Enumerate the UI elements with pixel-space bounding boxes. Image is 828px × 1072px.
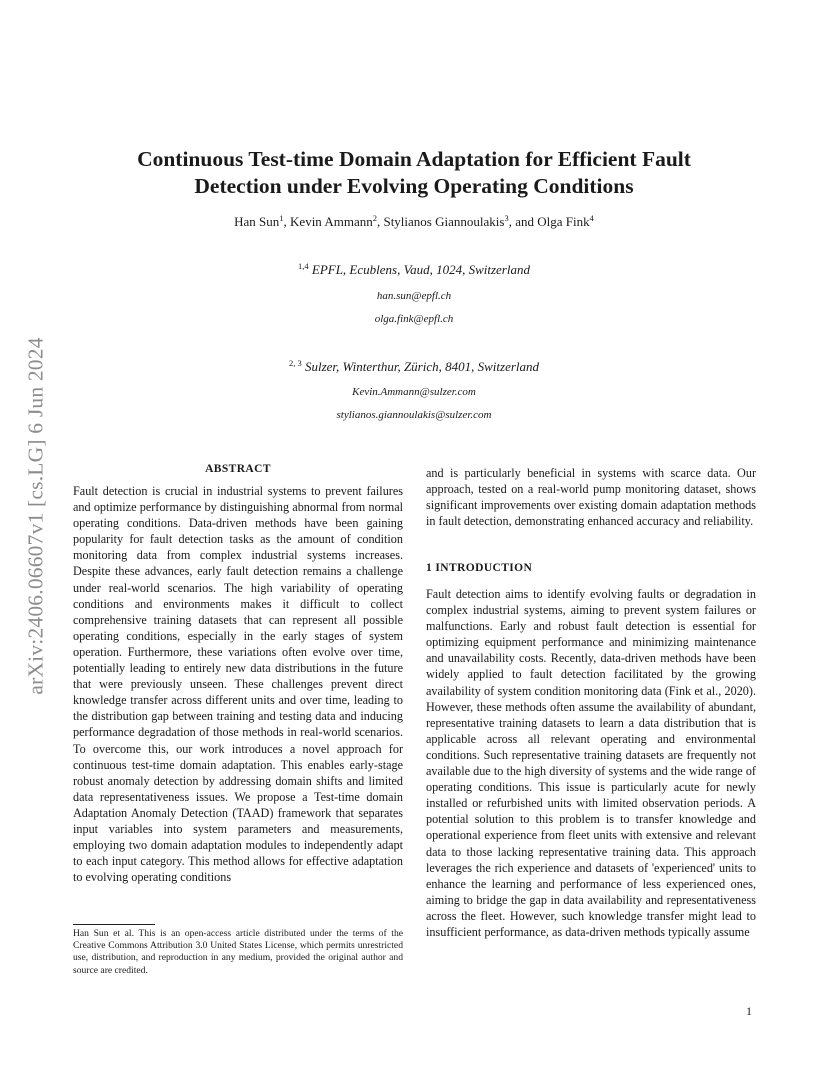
author-separator: , and [508,214,538,229]
author-name: Olga Fink [537,214,590,229]
abstract-text-continued: and is particularly beneficial in systems with scarce data. Our approach, tested on a real-world pump monitoring dataset, shows significant improvements over existing domain adaptation methods in fault detection, demonstrating enhanced accuracy and reliability. [426,466,756,529]
email-stylianos-giannoulakis: stylianos.giannoulakis@sulzer.com [336,409,492,421]
affiliation-mark: 2, 3 [288,358,302,368]
email-kevin-ammann: Kevin.Ammann@sulzer.com [352,386,476,398]
author-affiliation-mark: 4 [589,213,594,223]
paper-title-line-1: Continuous Test-time Domain Adaptation for Efficient Fault [137,147,691,171]
email-olga-fink: olga.fink@epfl.ch [374,313,454,325]
right-column [426,465,756,529]
author-affiliation-mark: 2 [372,213,377,223]
introduction-heading: 1 INTRODUCTION [426,562,533,574]
abstract-text: Fault detection is crucial in industrial systems to prevent failures and optimize performance by distinguishing abnormal from normal operating conditions. Data-driven methods have been gaining popularity for fault detection tasks as the amount of condition monitoring data from complex industrial systems increases. Despite these advances, early fault detection remains a challenge under real-world scenarios. The high variability of operating conditions and environments makes it difficult to collect comprehensive training datasets that can represent all possible operating conditions, especially in the early stages of system operation. Furthermore, these variations often evolve over time, potentially leading to entirely new data distributions in the future that were previously unseen. These challenges prevent direct knowledge transfer across different units and over time, leading to the distribution gap between training and testing data and inducing performance degradation of those methods in real-world scenarios. To overcome this, our work introduces a novel approach for continuous test-time domain adaptation. This enables early-stage robust anomaly detection by addressing domain shifts and limited data representativeness issues. We propose a Test-time domain Adaptation Anomaly Detection (TAAD) framework that separates input variables into system parameters and measurements, employing two domain adaptation modules to independently adapt to each input category. This method allows for effective adaptation to evolving operating conditions [73,484,403,885]
author-list [80,214,748,230]
author-name: Stylianos Giannoulakis [383,214,505,229]
affiliation-text: EPFL, Ecublens, Vaud, 1024, Switzerland [311,262,530,277]
affiliation-mark: 1,4 [298,261,309,271]
page-number: 1 [746,1004,752,1018]
introduction-text: Fault detection aims to identify evolving faults or degradation in complex industrial systems, aiming to prevent system failures or malfunctions. Early and robust fault detection is essential for optimizing equipment performance and minimizing maintenance and unavailability costs. Recently, data-driven methods have been widely applied to fault detection facilitated by the growing availability of system condition monitoring data (Fink et al., 2020). However, these methods often assume the availability of abundant, representative training datasets to learn a data distribution that is applicable across all relevant operating and environmental conditions. Such representative training datasets are frequently not available due to the high diversity of systems and the wide range of operating conditions. This issue is particularly acute for newly installed or refurbished units with limited observation periods. A potential solution to this problem is to transfer knowledge and operational experience from fleet units with extensive and relevant data to those lacking representative training data. This approach leverages the rich experience and datasets of 'experienced' units to enhance the learning and performance of less experienced ones, aiming to bridge the gap in data availability and representativeness across the fleet. However, such knowledge transfer might lead to insufficient performance, as data-driven methods typically assume [426,587,756,939]
author-affiliation-mark: 1 [279,213,284,223]
footnote: Han Sun et al. This is an open-access article distributed under the terms of the Creative Commons Attribution 3.0 United States License, which permits unrestricted use, distribution, and reproduction in any medium, provided the original author and source are credited. [73,928,403,976]
arxiv-identifier [22,296,50,736]
email-han-sun: han.sun@epfl.ch [376,290,452,302]
affiliation-sulzer [80,359,748,375]
abstract-heading: ABSTRACT [205,463,271,475]
abstract-left-column [73,483,403,885]
author-separator: , [376,214,384,229]
affiliation-epfl [80,262,748,278]
author-name: Han Sun [234,214,280,229]
paper-title [80,146,748,200]
author-name: Kevin Ammann [290,214,373,229]
arxiv-identifier-text: arXiv:2406.06607v1 [cs.LG] 6 Jun 2024 [23,337,48,695]
footnote-rule [73,924,155,925]
paper-title-line-2: Detection under Evolving Operating Conditions [194,174,634,198]
author-affiliation-mark: 3 [504,213,509,223]
affiliation-text: Sulzer, Winterthur, Zürich, 8401, Switzerland [304,359,540,374]
author-separator: , [283,214,291,229]
introduction-column [426,586,756,940]
